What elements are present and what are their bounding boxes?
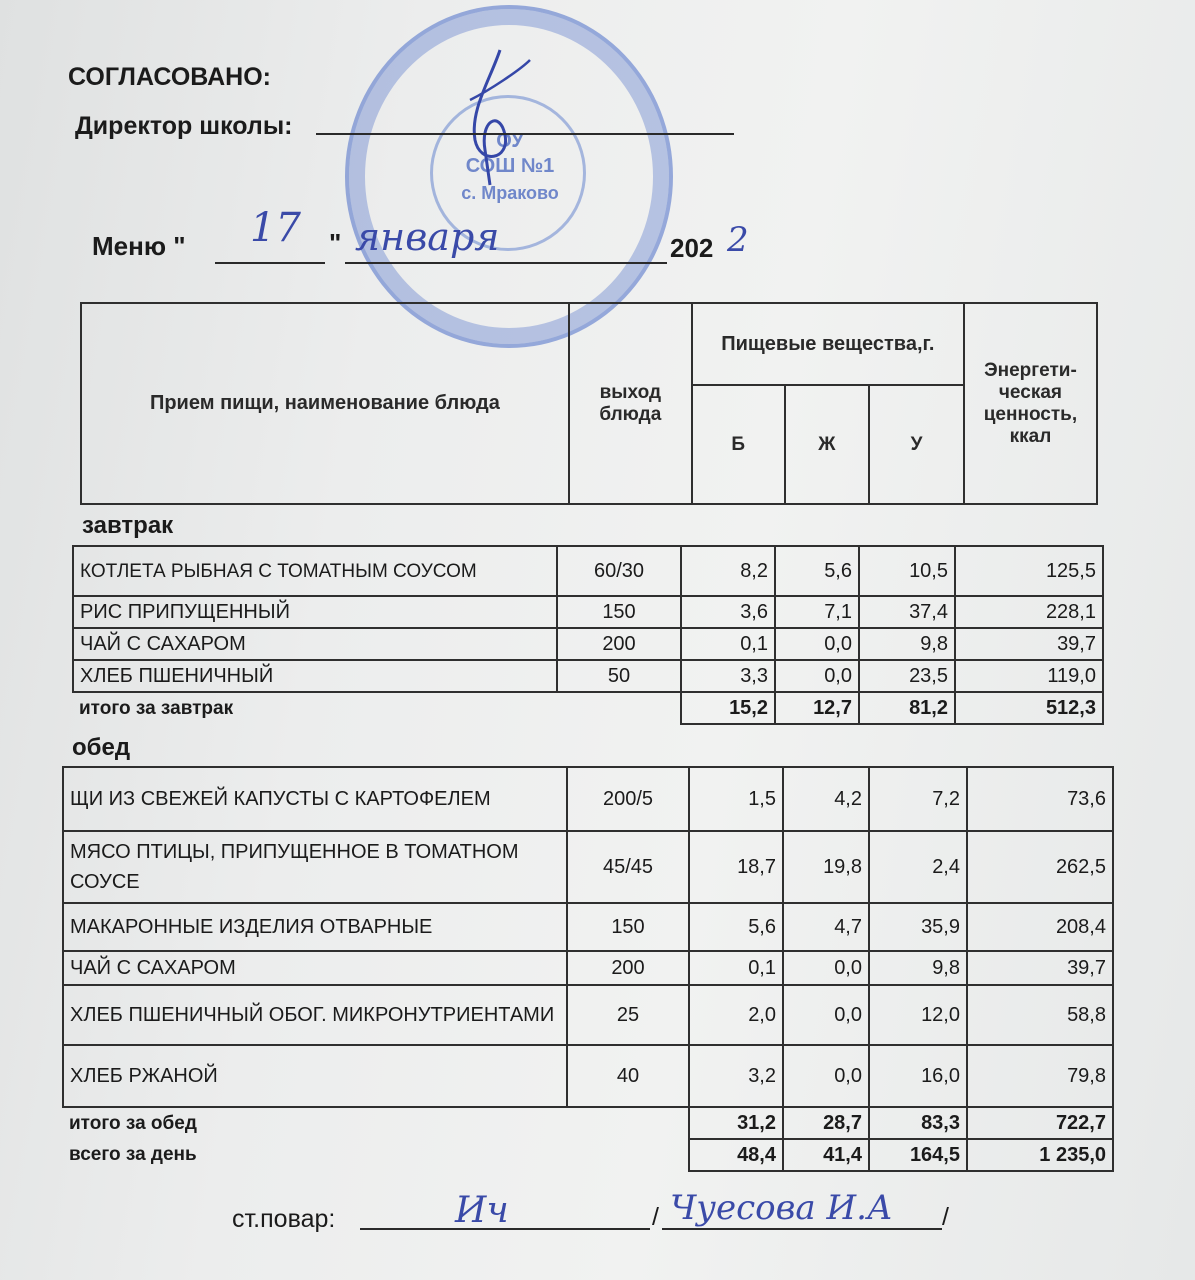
- dish-kcal: 58,8: [967, 985, 1113, 1045]
- breakfast-table: [72, 545, 1104, 725]
- col-b-header: Б: [692, 385, 785, 504]
- dish-b: 18,7: [689, 831, 783, 903]
- dish-yield: 40: [567, 1045, 689, 1107]
- dish-u: 2,4: [869, 831, 967, 903]
- table-row: [63, 1045, 1113, 1107]
- dish-name: МЯСО ПТИЦЫ, ПРИПУЩЕННОЕ В ТОМАТНОМ СОУСЕ: [63, 831, 567, 903]
- dish-kcal: 228,1: [955, 596, 1103, 628]
- cook-name: Чуесова И.А: [670, 1188, 893, 1228]
- day-line: [215, 262, 325, 264]
- dish-yield: 150: [557, 596, 681, 628]
- total-b: 15,2: [681, 692, 775, 724]
- dish-zh: 7,1: [775, 596, 859, 628]
- dish-zh: 0,0: [783, 951, 869, 985]
- dish-kcal: 39,7: [967, 951, 1113, 985]
- dish-b: 3,3: [681, 660, 775, 692]
- slash-right: /: [942, 1203, 949, 1231]
- col-nutrients-header: Пищевые вещества,г.: [692, 303, 964, 385]
- total-zh: 12,7: [775, 692, 859, 724]
- cook-name-line: [662, 1228, 942, 1230]
- director-label: Директор школы:: [75, 112, 293, 140]
- dish-yield: 200: [557, 628, 681, 660]
- dish-u: 9,8: [859, 628, 955, 660]
- director-signature: [430, 40, 550, 190]
- dish-zh: 4,2: [783, 767, 869, 831]
- dish-b: 5,6: [689, 903, 783, 951]
- dish-u: 23,5: [859, 660, 955, 692]
- approved-title: СОГЛАСОВАНО:: [68, 63, 271, 91]
- dish-zh: 0,0: [775, 628, 859, 660]
- breakfast-total-row: [73, 692, 1103, 724]
- dish-b: 1,5: [689, 767, 783, 831]
- dish-b: 2,0: [689, 985, 783, 1045]
- dish-u: 37,4: [859, 596, 955, 628]
- table-row: [63, 767, 1113, 831]
- dish-yield: 200/5: [567, 767, 689, 831]
- total-b: 31,2: [689, 1107, 783, 1139]
- dish-zh: 0,0: [783, 985, 869, 1045]
- dish-b: 0,1: [681, 628, 775, 660]
- cook-signature: Ич: [455, 1190, 509, 1231]
- dish-u: 16,0: [869, 1045, 967, 1107]
- day-total-label: всего за день: [69, 1144, 197, 1165]
- day-total-u: 164,5: [869, 1139, 967, 1171]
- menu-quote-close: ": [329, 228, 342, 258]
- lunch-title: обед: [72, 734, 131, 761]
- stamp-line-2: СОШ №1: [465, 155, 555, 177]
- table-row: [73, 660, 1103, 692]
- total-zh: 28,7: [783, 1107, 869, 1139]
- stamp-line-3: с. Мраково: [461, 183, 559, 203]
- col-energy-header: Энергети-ческая ценность, ккал: [964, 303, 1097, 504]
- cook-label: ст.повар:: [232, 1205, 336, 1233]
- dish-name: ХЛЕБ РЖАНОЙ: [63, 1045, 567, 1107]
- dish-kcal: 262,5: [967, 831, 1113, 903]
- dish-name: ХЛЕБ ПШЕНИЧНЫЙ: [73, 660, 557, 692]
- lunch-total-row: [63, 1107, 1113, 1139]
- col-u-header: У: [869, 385, 964, 504]
- dish-kcal: 208,4: [967, 903, 1113, 951]
- table-row: [63, 903, 1113, 951]
- dish-zh: 4,7: [783, 903, 869, 951]
- dish-name: РИС ПРИПУЩЕННЫЙ: [73, 596, 557, 628]
- dish-kcal: 39,7: [955, 628, 1103, 660]
- dish-name: ЧАЙ С САХАРОМ: [73, 628, 557, 660]
- dish-zh: 0,0: [783, 1045, 869, 1107]
- year-handwritten-digit: 2: [727, 220, 749, 260]
- dish-yield: 50: [557, 660, 681, 692]
- dish-zh: 19,8: [783, 831, 869, 903]
- dish-b: 3,6: [681, 596, 775, 628]
- stamp-line-1: ОУ: [496, 130, 524, 152]
- breakfast-title: завтрак: [82, 512, 174, 539]
- month-handwritten: января: [355, 215, 500, 259]
- menu-label: Меню ": [92, 231, 186, 261]
- dish-b: 0,1: [689, 951, 783, 985]
- dish-kcal: 79,8: [967, 1045, 1113, 1107]
- dish-name: ЧАЙ С САХАРОМ: [63, 951, 567, 985]
- total-kcal: 722,7: [967, 1107, 1113, 1139]
- dish-yield: 150: [567, 903, 689, 951]
- dish-name: ХЛЕБ ПШЕНИЧНЫЙ ОБОГ. МИКРОНУТРИЕНТАМИ: [63, 985, 567, 1045]
- dish-u: 12,0: [869, 985, 967, 1045]
- total-kcal: 512,3: [955, 692, 1103, 724]
- day-total-b: 48,4: [689, 1139, 783, 1171]
- dish-u: 35,9: [869, 903, 967, 951]
- dish-b: 3,2: [689, 1045, 783, 1107]
- lunch-table: [62, 766, 1114, 1172]
- dish-u: 7,2: [869, 767, 967, 831]
- dish-yield: 60/30: [557, 546, 681, 596]
- day-total-kcal: 1 235,0: [967, 1139, 1113, 1171]
- slash-left: /: [652, 1203, 659, 1231]
- day-total-zh: 41,4: [783, 1139, 869, 1171]
- total-u: 81,2: [859, 692, 955, 724]
- dish-zh: 5,6: [775, 546, 859, 596]
- day-handwritten: 17: [250, 205, 301, 251]
- table-row: [73, 596, 1103, 628]
- dish-yield: 200: [567, 951, 689, 985]
- dish-name: ЩИ ИЗ СВЕЖЕЙ КАПУСТЫ С КАРТОФЕЛЕМ: [63, 767, 567, 831]
- lunch-total-label: итого за обед: [69, 1112, 197, 1134]
- dish-b: 8,2: [681, 546, 775, 596]
- dish-yield: 25: [567, 985, 689, 1045]
- year-printed: 202: [670, 233, 714, 263]
- col-name-header: Прием пищи, наименование блюда: [81, 303, 569, 504]
- dish-kcal: 125,5: [955, 546, 1103, 596]
- dish-zh: 0,0: [775, 660, 859, 692]
- dish-u: 9,8: [869, 951, 967, 985]
- dish-yield: 45/45: [567, 831, 689, 903]
- table-row: [73, 628, 1103, 660]
- day-total-row: [63, 1139, 1113, 1171]
- table-row: [63, 951, 1113, 985]
- dish-name: МАКАРОННЫЕ ИЗДЕЛИЯ ОТВАРНЫЕ: [63, 903, 567, 951]
- dish-name: КОТЛЕТА РЫБНАЯ С ТОМАТНЫМ СОУСОМ: [73, 546, 557, 596]
- breakfast-total-label: итого за завтрак: [79, 697, 234, 719]
- dish-kcal: 73,6: [967, 767, 1113, 831]
- table-row: [63, 985, 1113, 1045]
- table-row: [63, 831, 1113, 903]
- table-row: [73, 546, 1103, 596]
- total-u: 83,3: [869, 1107, 967, 1139]
- dish-kcal: 119,0: [955, 660, 1103, 692]
- month-line: [345, 262, 667, 264]
- director-signature-line: [316, 133, 734, 135]
- dish-u: 10,5: [859, 546, 955, 596]
- col-yield-header: выход блюда: [569, 303, 692, 504]
- col-zh-header: Ж: [785, 385, 870, 504]
- header-table: [80, 302, 1098, 505]
